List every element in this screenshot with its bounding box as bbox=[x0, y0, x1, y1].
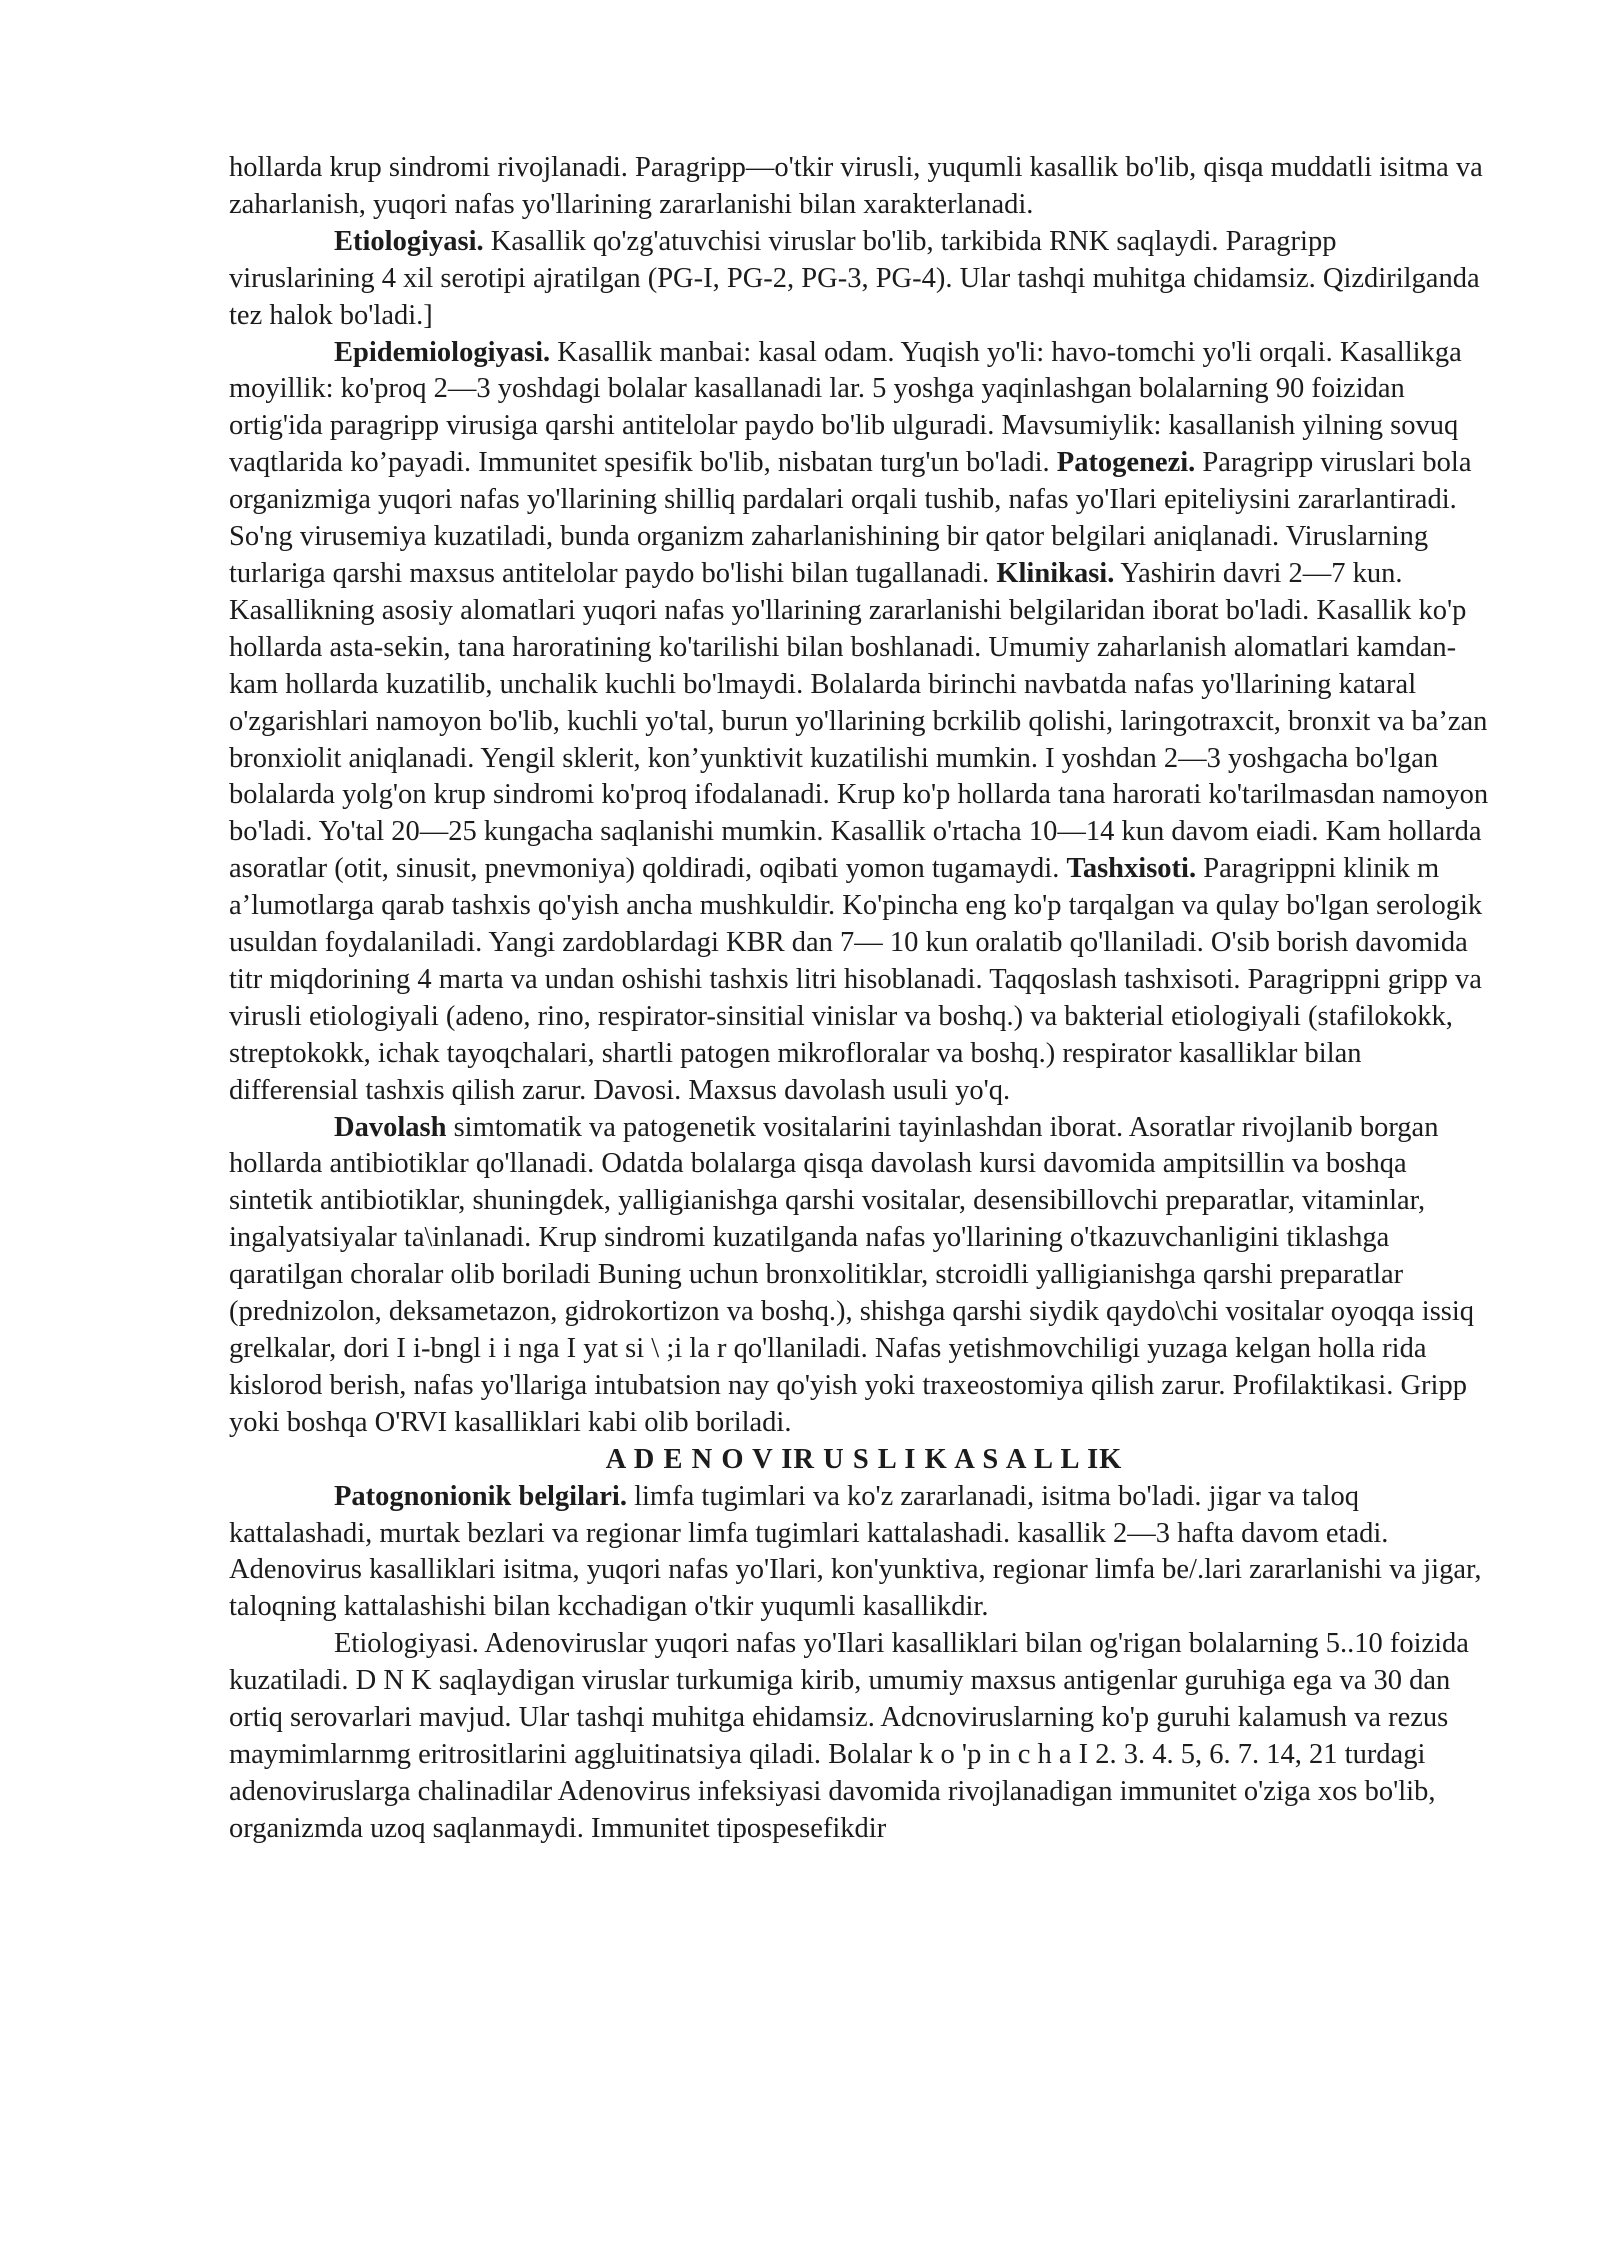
paragraph bbox=[229, 150, 1489, 224]
paragraph bbox=[229, 1479, 1489, 1627]
paragraph-lead-term: Etiologiyasi. bbox=[334, 225, 484, 257]
paragraph-lead-term: Patognonionik belgilari. bbox=[334, 1480, 627, 1512]
paragraph-text: Kasallik manbai: kasal odam. Yuqish yo'li: havo-tomchi yo'li orqali. Kasallikga moyillik: ko'proq 2—3 yoshdagi bolalar kasallanadi lar. 5 yoshga yaqinlashgan bolalarning 90 foizidan ortig'ida paragripp virusiga qarshi antitelolar paydo bo'lib ulguradi. Mavsumiylik: kasallanish yilning sovuq vaqtlarida ko’payadi. Immunitet spesifik bo'lib, nisbatan turg'un bo'ladi. bbox=[229, 336, 1462, 479]
document-page bbox=[229, 150, 1489, 1848]
paragraph bbox=[229, 335, 1489, 1110]
paragraph-text: Kasallik qo'zg'atuvchisi viruslar bo'lib, tarkibida RNK saqlaydi. Paragripp viruslarining 4 xil serotipi ajratilgan (PG-I, PG-2, PG-3, PG-4). Ular tashqi muhitga chidamsiz. Qizdirilganda tez halok bo'ladi.] bbox=[229, 225, 1480, 331]
paragraph-lead-term: Patogenezi. bbox=[1056, 447, 1196, 479]
paragraph-lead-term: Davolash bbox=[334, 1111, 447, 1143]
paragraph bbox=[229, 1626, 1489, 1847]
paragraph-text: Yashirin davri 2—7 kun. Kasallikning asosiy alomatlari yuqori nafas yo'llarining zararlanishi belgilaridan iborat bo'ladi. Kasallik ko'p hollarda asta-sekin, tana haroratining ko'tarilishi bilan boshlanadi. Umumiy zaharlanish alomatlari kamdan-kam hollarda kuzatilib, unchalik kuchli bo'lmaydi. Bolalarda birinchi navbatda nafas yo'llarining kataral o'zgarishlari namoyon bo'lib, kuchli yo'tal, burun yo'llarining bcrkilib qolishi, laringotraxcit, bronxit va ba’zan bronxiolit aniqlanadi. Yengil sklerit, kon’yunktivit kuzatilishi mumkin. I yoshdan 2—3 yoshgacha bo'lgan bolalarda yolg'on krup sindromi ko'proq ifodalanadi. Krup ko'p hollarda tana harorati ko'tarilmasdan namoyon bo'ladi. Yo'tal 20—25 kungacha saqlanishi mumkin. Kasallik o'rtacha 10—14 kun davom eiadi. Kam hollarda asoratlar (otit, sinusit, pnevmoniya) qoldiradi, oqibati yomon tugamaydi. bbox=[229, 557, 1489, 885]
paragraph-lead-term: Tashxisoti. bbox=[1066, 853, 1197, 885]
paragraph-text: Etiologiyasi. Adenoviruslar yuqori nafas yo'Ilari kasalliklari bilan og'rigan bolalarning 5..10 foizida kuzatiladi. D N K saqlaydigan viruslar turkumiga kirib, umumiy maxsus antigenlar guruhiga ega va 30 dan ortiq serovarlari mavjud. Ular tashqi muhitga ehidamsiz. Adcnoviruslarning ko'p guruhi kalamush va rezus maymimlarnmg eritrositlarini aggluitinatsiya qiladi. Bolalar k o 'p in c h a I 2. 3. 4. 5, 6. 7. 14, 21 turdagi adenoviruslarga chalinadilar Adenovirus infeksiyasi davomida rivojlanadigan immunitet o'ziga xos bo'lib, organizmda uzoq saqlanmaydi. Immunitet tipospesefikdir bbox=[229, 1628, 1469, 1844]
paragraph-text: hollarda krup sindromi rivojlanadi. Paragripp—o'tkir virusli, yuqumli kasallik bo'lib, qisqa muddatli isitma va zaharlanish, yuqori nafas yo'llarining zararlanishi bilan xarakterlanadi. bbox=[229, 152, 1483, 220]
section-heading: A D E N O V IR U S L I K A S A L L IK bbox=[605, 1443, 1123, 1475]
paragraph-text: Paragrippni klinik m a’lumotlarga qarab tashxis qo'yish ancha mushkuldir. Ko'pincha eng ko'p tarqalgan va qulay bo'lgan serologik usuldan foydalaniladi. Yangi zardoblardagi KBR dan 7— 10 kun oralatib qo'llaniladi. O'sib borish davomida titr miqdorining 4 marta va undan oshishi tashxis litri hisoblanadi. Taqqoslash tashxisoti. Paragrippni gripp va virusli etiologiyali (adeno, rino, respirator-sinsitial vinislar va boshq.) va bakterial etiologiyali (stafilokokk, streptokokk, ichak tayoqchalari, shartli patogen mikrofloralar va boshq.) respirator kasalliklar bilan differensial tashxis qilish zarur. Davosi. Maxsus davolash usuli yo'q. bbox=[229, 853, 1483, 1106]
paragraph-lead-term: Epidemiologiyasi. bbox=[334, 336, 551, 368]
paragraph-lead-term: Klinikasi. bbox=[996, 557, 1115, 589]
paragraph bbox=[229, 1110, 1489, 1442]
paragraph-text: simtomatik va patogenetik vositalarini tayinlashdan iborat. Asoratlar rivojlanib borgan hollarda antibiotiklar qo'llanadi. Odatda bolalarga qisqa davolash kursi davomida ampitsillin va boshqa sintetik antibiotiklar, shuningdek, yalligianishga qarshi vositalar, desensibillovchi preparatlar, vitaminlar, ingalyatsiyalar ta\inlanadi. Krup sindromi kuzatilganda nafas yo'llarining o'tkazuvchanligini tiklashga qaratilgan choralar olib boriladi Buning uchun bronxolitiklar, stcroidli yalligianishga qarshi preparatlar (prednizolon, deksametazon, gidrokortizon va boshq.), shishga qarshi siydik qaydo\chi vositalar oyoqqa issiq grelkalar, dori I i-bngl i i nga I yat si \ ;i la r qo'llaniladi. Nafas yetishmovchiligi yuzaga kelgan holla rida kislorod berish, nafas yo'llariga intubatsion nay qo'yish yoki traxeostomiya qilish zarur. Profilaktikasi. Gripp yoki boshqa O'RVI kasalliklari kabi olib boriladi. bbox=[229, 1111, 1475, 1438]
paragraph-text: limfa tugimlari va ko'z zararlanadi, isitma bo'ladi. jigar va taloq kattalashadi, murtak bezlari va regionar limfa tugimlari kattalashadi. kasallik 2—3 hafta davom etadi. Adenovirus kasalliklari isitma, yuqori nafas yo'Ilari, kon'yunktiva, regionar limfa be/.lari zararlanishi va jigar, taloqning kattalashishi bilan kcchadigan o'tkir yuqumli kasallikdir. bbox=[229, 1480, 1482, 1623]
paragraph bbox=[229, 224, 1489, 335]
paragraph-text: Paragripp viruslari bola organizmiga yuqori nafas yo'llarining shilliq pardalari orqali tushib, nafas yo'Ilari epiteliysini zararlantiradi. So'ng virusemiya kuzatiladi, bunda organizm zaharlanishining bir qator belgilari aniqlanadi. Viruslarning turlariga qarshi maxsus antitelolar paydo bo'lishi bilan tugallanadi. bbox=[229, 447, 1472, 589]
